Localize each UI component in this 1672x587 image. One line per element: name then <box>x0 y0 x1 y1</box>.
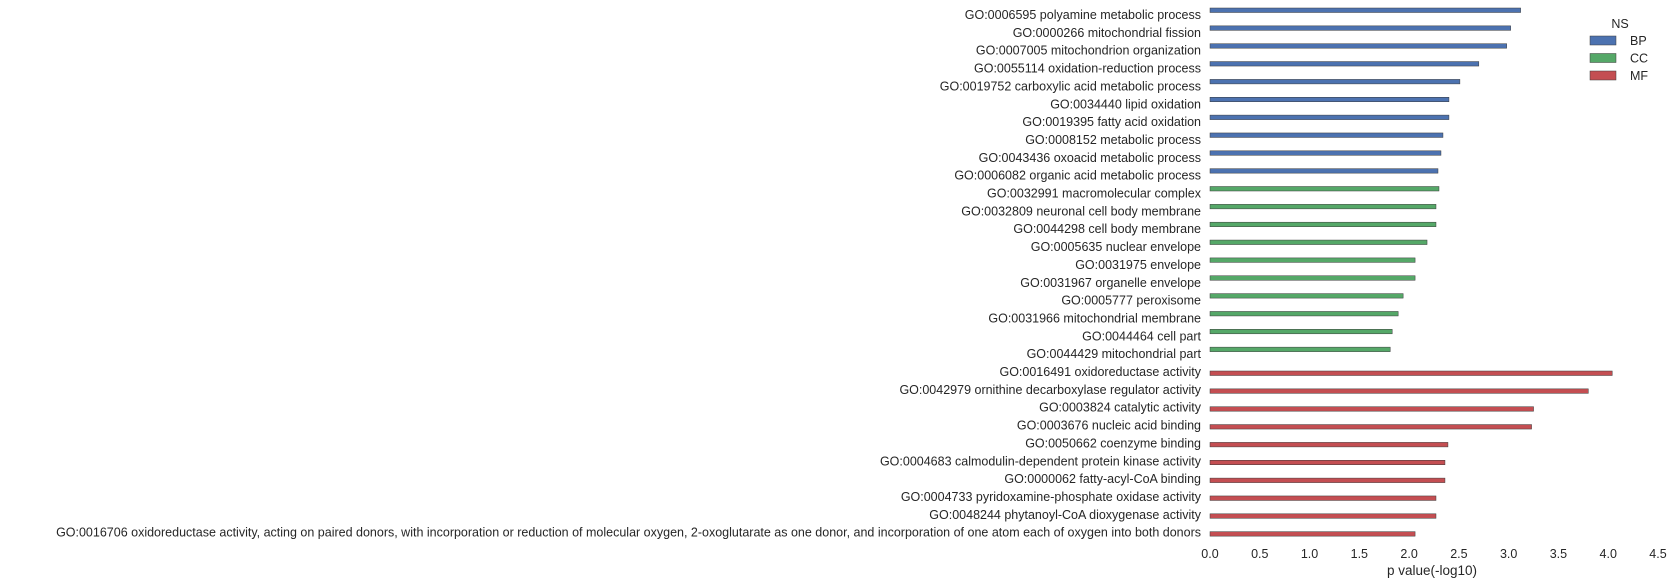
bar-mf <box>1210 442 1448 447</box>
category-label: GO:0031975 envelope <box>1075 257 1201 272</box>
category-label: GO:0003676 nucleic acid binding <box>1016 418 1201 433</box>
bar-bp <box>1210 26 1511 31</box>
category-label: GO:0042979 ornithine decarboxylase regulator activity <box>899 382 1201 397</box>
category-label: GO:0055114 oxidation-reduction process <box>974 61 1201 76</box>
bar-cc <box>1210 187 1439 192</box>
bar-bp <box>1210 97 1449 102</box>
bar-mf <box>1210 371 1612 376</box>
category-label: GO:0006595 polyamine metabolic process <box>964 8 1201 22</box>
x-tick-label: 3.5 <box>1549 547 1568 561</box>
category-label: GO:0044429 mitochondrial part <box>1026 347 1201 362</box>
bar-bp <box>1210 62 1479 67</box>
category-label: GO:0004733 pyridoxamine-phosphate oxidase activity <box>900 489 1201 504</box>
category-label: GO:0008152 metabolic process <box>1025 132 1201 147</box>
bar-mf <box>1210 425 1532 430</box>
category-label: GO:0016706 oxidoreductase activity, acting on paired donors, with incorporation or reduction of molecular oxygen, 2-oxoglutarate as one donor, and incorporation of one atom each of oxygen into both donors <box>56 525 1201 540</box>
bar-cc <box>1210 276 1415 281</box>
category-label: GO:0000266 mitochondrial fission <box>1012 25 1201 40</box>
bars-group <box>1210 8 1612 536</box>
x-tick-label: 1.5 <box>1350 547 1369 561</box>
bar-bp <box>1210 44 1507 49</box>
x-tick-label: 0.5 <box>1251 547 1269 561</box>
bar-cc <box>1210 347 1390 352</box>
legend-swatch-bp <box>1590 36 1616 45</box>
category-label: GO:0003824 catalytic activity <box>1039 400 1201 415</box>
x-tick-label: 2.5 <box>1450 547 1468 561</box>
bar-mf <box>1210 407 1534 412</box>
category-label: GO:0006082 organic acid metabolic process <box>954 168 1201 183</box>
bar-mf <box>1210 478 1445 483</box>
category-label: GO:0050662 coenzyme binding <box>1025 436 1201 451</box>
category-label: GO:0019752 carboxylic acid metabolic process <box>939 79 1201 94</box>
bar-bp <box>1210 8 1521 13</box>
category-label: GO:0032991 macromolecular complex <box>987 186 1201 201</box>
bar-cc <box>1210 222 1436 227</box>
bar-bp <box>1210 133 1443 138</box>
category-label: GO:0034440 lipid oxidation <box>1050 97 1201 112</box>
legend-label-cc: CC <box>1630 51 1649 66</box>
x-tick-label: 3.0 <box>1499 547 1518 561</box>
bar-mf <box>1210 389 1588 394</box>
x-tick-label: 0.0 <box>1201 547 1219 561</box>
bar-cc <box>1210 240 1427 245</box>
category-label: GO:0044298 cell body membrane <box>1013 222 1201 237</box>
bar-mf <box>1210 514 1436 519</box>
x-tick-label: 2.0 <box>1400 547 1418 561</box>
category-label: GO:0000062 fatty-acyl-CoA binding <box>1004 472 1201 487</box>
category-label: GO:0044464 cell part <box>1082 329 1201 344</box>
bar-cc <box>1210 294 1403 299</box>
category-label: GO:0005635 nuclear envelope <box>1030 240 1201 255</box>
bar-cc <box>1210 329 1392 334</box>
category-label: GO:0031967 organelle envelope <box>1020 275 1201 290</box>
bar-bp <box>1210 115 1449 120</box>
bar-bp <box>1210 79 1460 84</box>
category-label: GO:0004683 calmodulin-dependent protein kinase activity <box>879 454 1201 469</box>
bar-bp <box>1210 151 1441 156</box>
category-label: GO:0031966 mitochondrial membrane <box>988 311 1201 326</box>
bar-cc <box>1210 258 1415 263</box>
bar-cc <box>1210 311 1398 316</box>
category-label: GO:0048244 phytanoyl-CoA dioxygenase activity <box>929 507 1201 522</box>
bar-mf <box>1210 532 1415 537</box>
category-label: GO:0007005 mitochondrion organization <box>975 43 1201 58</box>
category-label: GO:0016491 oxidoreductase activity <box>999 365 1201 379</box>
x-axis <box>1201 547 1666 561</box>
category-label: GO:0032809 neuronal cell body membrane <box>961 204 1201 219</box>
legend-label-bp: BP <box>1630 34 1647 48</box>
legend-label-mf: MF <box>1630 69 1649 83</box>
legend-swatch-mf <box>1590 71 1616 80</box>
legend-swatch-cc <box>1590 54 1616 63</box>
x-tick-label: 4.5 <box>1649 547 1667 561</box>
bar-mf <box>1210 496 1436 501</box>
legend <box>1590 17 1648 83</box>
x-tick-label: 1.0 <box>1300 547 1319 561</box>
x-tick-label: 4.0 <box>1599 547 1617 561</box>
category-label: GO:0043436 oxoacid metabolic process <box>978 150 1201 165</box>
category-label: GO:0019395 fatty acid oxidation <box>1022 115 1201 130</box>
category-labels <box>56 8 1202 540</box>
legend-title: NS <box>1611 17 1629 31</box>
bar-bp <box>1210 169 1438 174</box>
bar-mf <box>1210 460 1445 465</box>
bar-cc <box>1210 204 1436 209</box>
category-label: GO:0005777 peroxisome <box>1061 293 1201 308</box>
x-axis-title: p value(-log10) <box>1386 563 1478 578</box>
